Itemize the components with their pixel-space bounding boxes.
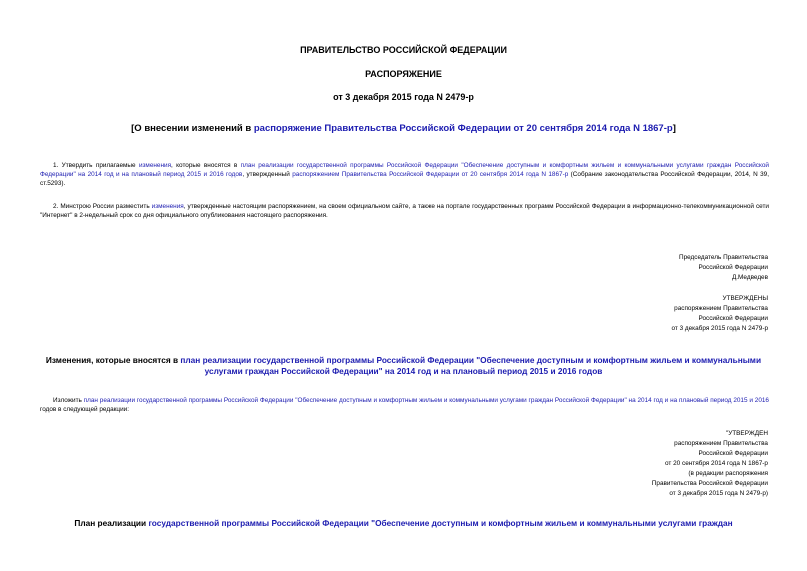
approval2-line-2: распоряжением Правительства [674, 440, 768, 447]
changes-title [40, 355, 767, 377]
approval-stamp-2 [500, 429, 768, 499]
approval1-line-2: распоряжением Правительства [674, 305, 768, 312]
doc-type-heading: РАСПОРЯЖЕНИЕ [365, 69, 442, 79]
approval2-line-6: Правительства Российской Федерации [651, 480, 768, 487]
para1-link-plan[interactable]: план реализации государственной программы Российской Федерации "Обеспечение доступным и комфортным жильем и коммунальными услугами граждан Российской Федерации" на 2014 год и на плановый период 2015 и 2016 годов [40, 162, 769, 178]
para1-text-3: , утвержденный [242, 171, 293, 178]
approval2-line-5: (в редакции распоряжения [688, 470, 768, 477]
title-suffix: ] [672, 123, 676, 134]
para2-text-2: , утвержденные настоящим распоряжением, на своем официальном сайте, а также на портале государственных программ Российской Федерации в информационно-телекоммуникационной сети "Интернет" в 2-недельный срок со дня официального опубликования настоящего распоряжения. [40, 203, 769, 219]
paragraph-3 [40, 396, 769, 414]
doc-date-number: от 3 декабря 2015 года N 2479-р [333, 92, 474, 102]
para2-text-1: 2. Минстрою России разместить [53, 203, 152, 210]
document-title [40, 123, 767, 134]
signature-line-3: Д.Медведев [731, 274, 768, 281]
title-link[interactable]: распоряжение Правительства Российской Федерации от 20 сентября 2014 года N 1867-р [253, 123, 673, 134]
para3-text-2: годов в следующей редакции: [40, 406, 129, 413]
para1-link-order[interactable]: распоряжением Правительства Российской Федерации от 20 сентября 2014 года N 1867-р [292, 171, 569, 178]
para1-text-2: , которые вносятся в [171, 162, 241, 169]
signature-block [500, 253, 768, 283]
para1-link-changes[interactable]: изменения [138, 162, 172, 169]
approval1-line-1: УТВЕРЖДЕНЫ [722, 295, 768, 302]
signature-line-2: Российской Федерации [698, 264, 768, 271]
approval1-line-4: от 3 декабря 2015 года N 2479-р [671, 325, 768, 332]
signature-line-1: Председатель Правительства [679, 254, 768, 261]
approval-stamp-1 [500, 294, 768, 334]
plan-title [20, 518, 787, 529]
para1-text-4: (Собрание законодательства Российской Федерации, 2014, N 39, ст.5293). [40, 171, 769, 187]
government-heading: ПРАВИТЕЛЬСТВО РОССИЙСКОЙ ФЕДЕРАЦИИ [300, 45, 507, 55]
para3-text-1: Изложить [53, 397, 84, 404]
para3-link-plan[interactable]: план реализации государственной программы Российской Федерации "Обеспечение доступным и комфортным жильем и коммунальными услугами граждан Российской Федерации" на 2014 год и на плановый период 2015 и 2016 [83, 397, 769, 404]
approval2-line-7: от 3 декабря 2015 года N 2479-р) [669, 490, 768, 497]
approval2-line-4: от 20 сентября 2014 года N 1867-р [665, 460, 768, 467]
paragraph-1 [40, 161, 769, 188]
plan-title-prefix: План реализации [74, 518, 149, 528]
plan-title-link[interactable]: государственной программы Российской Федерации "Обеспечение доступным и комфортным жильем и коммунальными услугами граждан [148, 518, 733, 528]
para1-text-1: 1. Утвердить прилагаемые [53, 162, 139, 169]
para2-link-changes[interactable]: изменения [151, 203, 184, 210]
approval2-line-3: Российской Федерации [698, 450, 768, 457]
title-prefix: [О внесении изменений в [131, 123, 254, 134]
approval1-line-3: Российской Федерации [698, 315, 768, 322]
paragraph-2 [40, 202, 769, 220]
changes-title-link[interactable]: план реализации государственной программы Российской Федерации "Обеспечение доступным и комфортным жильем и коммунальными услугами граждан Российской Федерации" на 2014 год и на плановый период 2015 и 2016 годов [180, 355, 762, 376]
approval2-line-1: "УТВЕРЖДЕН [725, 430, 768, 437]
changes-title-prefix: Изменения, которые вносятся в [45, 355, 181, 365]
